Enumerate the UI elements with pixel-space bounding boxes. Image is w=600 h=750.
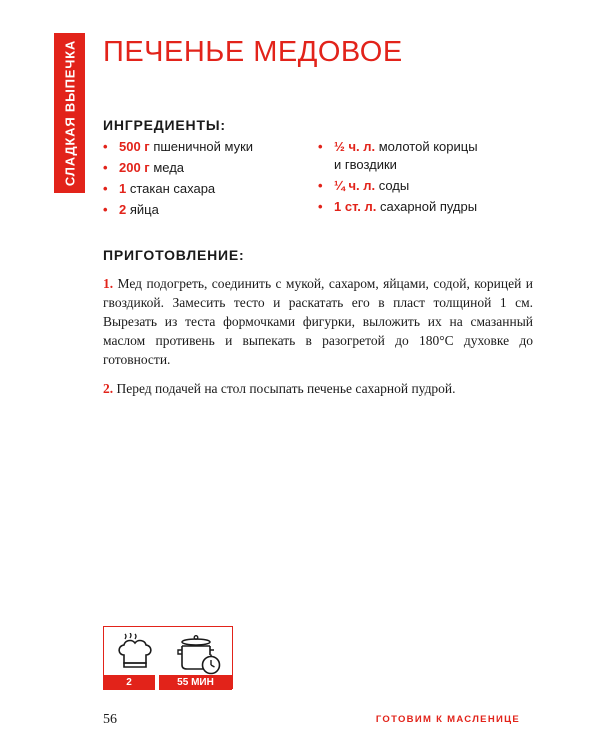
ingredient-text: молотой корицы xyxy=(375,139,478,154)
preparation-steps xyxy=(103,274,533,408)
ingredient-item xyxy=(318,177,518,195)
preparation-step xyxy=(103,274,533,369)
book-title: ГОТОВИМ К МАСЛЕНИЦЕ xyxy=(375,714,520,725)
ingredients-heading: ИНГРЕДИЕНТЫ: xyxy=(103,117,226,133)
bullet-icon: • xyxy=(318,178,323,193)
step-number: 1. xyxy=(103,276,114,291)
pot-timer-icon xyxy=(176,633,222,677)
ingredient-text: меда xyxy=(149,160,185,175)
ingredient-text-continued: и гвоздики xyxy=(334,157,397,172)
ingredient-item xyxy=(103,138,293,156)
ingredient-text: сахарной пудры xyxy=(376,199,478,214)
bullet-icon: • xyxy=(318,139,323,154)
step-text: Мед подогреть, соединить с мукой, сахаром, яйцами, содой, корицей и гвоздикой. Замесить тесто и раскатать его в пласт толщиной 1 см. Вырезать из теста формочками фигурки, выложить их на смазанный маслом противень и выпекать в разогретой до 180°С духовке до готовности. xyxy=(103,276,533,367)
ingredients-list-left xyxy=(103,138,293,222)
ingredient-item xyxy=(318,198,518,216)
preparation-heading: ПРИГОТОВЛЕНИЕ: xyxy=(103,247,245,263)
page-number: 56 xyxy=(103,712,117,727)
ingredient-item xyxy=(103,180,293,198)
chef-hat-icon xyxy=(114,633,156,675)
ingredient-quantity: ½ ч. л. xyxy=(334,139,376,154)
time-badge: 55 МИН xyxy=(159,675,232,690)
servings-badge: 2 xyxy=(103,675,155,690)
ingredients-list-right xyxy=(318,138,518,219)
ingredient-text: пшеничной муки xyxy=(149,139,254,154)
ingredient-text: соды xyxy=(375,178,410,193)
step-text: Перед подачей на стол посыпать печенье сахарной пудрой. xyxy=(113,381,456,396)
ingredient-item xyxy=(318,138,518,174)
bullet-icon: • xyxy=(103,139,108,154)
ingredient-text: яйца xyxy=(126,202,159,217)
ingredient-quantity: 200 г xyxy=(119,160,150,175)
preparation-step xyxy=(103,379,533,398)
ingredient-quantity: ¼ ч. л. xyxy=(334,178,376,193)
ingredient-quantity: 500 г xyxy=(119,139,150,154)
recipe-title: ПЕЧЕНЬЕ МЕДОВОЕ xyxy=(103,36,403,68)
bullet-icon: • xyxy=(103,160,108,175)
step-number: 2. xyxy=(103,381,114,396)
ingredient-quantity: 1 xyxy=(119,181,127,196)
bullet-icon: • xyxy=(318,199,323,214)
ingredient-quantity: 1 ст. л. xyxy=(334,199,377,214)
section-tab xyxy=(54,33,85,193)
ingredient-item xyxy=(103,159,293,177)
ingredient-quantity: 2 xyxy=(119,202,127,217)
ingredient-item xyxy=(103,201,293,219)
ingredient-text: стакан сахара xyxy=(126,181,216,196)
bullet-icon: • xyxy=(103,202,108,217)
bullet-icon: • xyxy=(103,181,108,196)
section-tab-label: СЛАДКАЯ ВЫПЕЧКА xyxy=(62,39,77,187)
